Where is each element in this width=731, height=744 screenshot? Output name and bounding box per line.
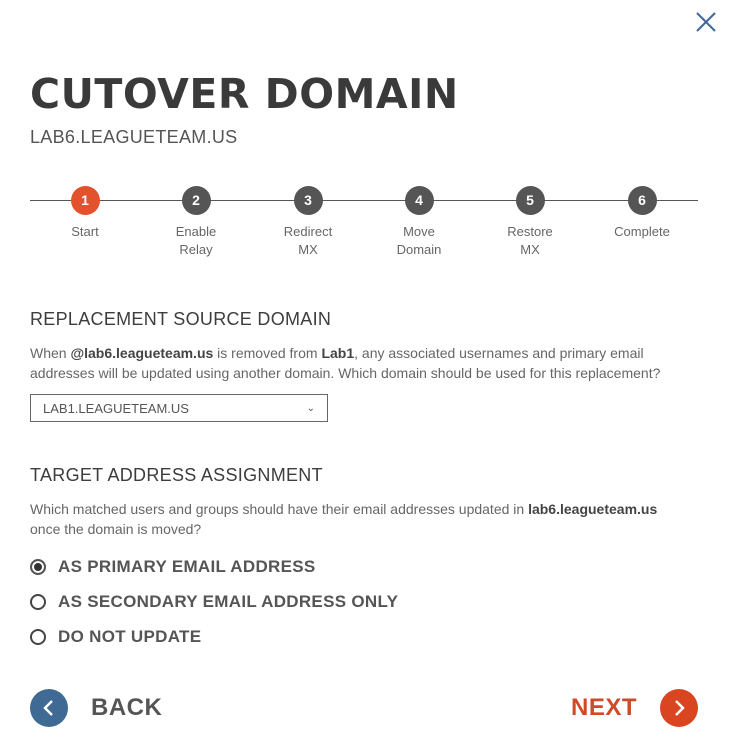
select-value: LAB1.LEAGUETEAM.US (43, 401, 189, 416)
chevron-left-icon (30, 689, 68, 727)
radio-primary-email[interactable] (30, 556, 316, 578)
step-label: Complete (614, 224, 670, 239)
close-x-icon (694, 10, 718, 34)
radio-circle (30, 559, 46, 575)
desc-text: is removed from (213, 345, 322, 361)
step-number: 5 (516, 186, 545, 215)
step-number: 1 (71, 186, 100, 215)
step-number: 3 (294, 186, 323, 215)
radio-label: AS PRIMARY EMAIL ADDRESS (58, 557, 316, 576)
step-start (35, 186, 135, 241)
radio-label: AS SECONDARY EMAIL ADDRESS ONLY (58, 592, 399, 611)
back-button[interactable] (30, 689, 162, 727)
radio-label: DO NOT UPDATE (58, 627, 202, 646)
next-button[interactable] (571, 689, 698, 727)
desc-source: Lab1 (321, 345, 355, 361)
desc-domain: @lab6.leagueteam.us (70, 345, 214, 361)
step-number: 2 (182, 186, 211, 215)
desc-domain: lab6.leagueteam.us (528, 501, 658, 517)
step-label: Redirect MX (283, 224, 333, 257)
target-description (30, 499, 710, 539)
replacement-domain-select[interactable] (30, 394, 328, 422)
step-redirect-mx (258, 186, 358, 259)
radio-do-not-update[interactable] (30, 626, 201, 648)
back-label: BACK (91, 694, 163, 721)
desc-text: When (30, 345, 71, 361)
chevron-right-icon (660, 689, 698, 727)
domain-subtitle: LAB6.LEAGUETEAM.US (30, 127, 238, 147)
step-complete (592, 186, 692, 241)
step-label: Enable Relay (175, 224, 217, 257)
replacement-description (30, 343, 710, 383)
step-enable-relay (146, 186, 246, 259)
next-label: NEXT (570, 694, 637, 721)
step-number: 4 (405, 186, 434, 215)
desc-text: once the domain is moved? (30, 521, 202, 537)
step-label: Move Domain (396, 224, 442, 257)
close-button[interactable] (694, 10, 718, 34)
step-label: Restore MX (507, 224, 553, 257)
desc-text: , any associated usernames and primary email addresses will be updated using another domain. Which domain should be used for this replacement? (30, 345, 661, 381)
step-restore-mx (480, 186, 580, 259)
replacement-heading: REPLACEMENT SOURCE DOMAIN (30, 309, 332, 329)
radio-circle (30, 629, 46, 645)
page-title: CUTOVER DOMAIN (30, 70, 459, 118)
radio-secondary-email[interactable] (30, 591, 398, 613)
step-label: Start (71, 224, 99, 239)
progress-stepper (30, 186, 698, 266)
step-move-domain (369, 186, 469, 259)
target-heading: TARGET ADDRESS ASSIGNMENT (30, 465, 323, 485)
chevron-down-icon: ⌄ (306, 403, 315, 414)
step-number: 6 (628, 186, 657, 215)
desc-text: Which matched users and groups should have their email addresses updated in (30, 501, 529, 517)
radio-circle (30, 594, 46, 610)
